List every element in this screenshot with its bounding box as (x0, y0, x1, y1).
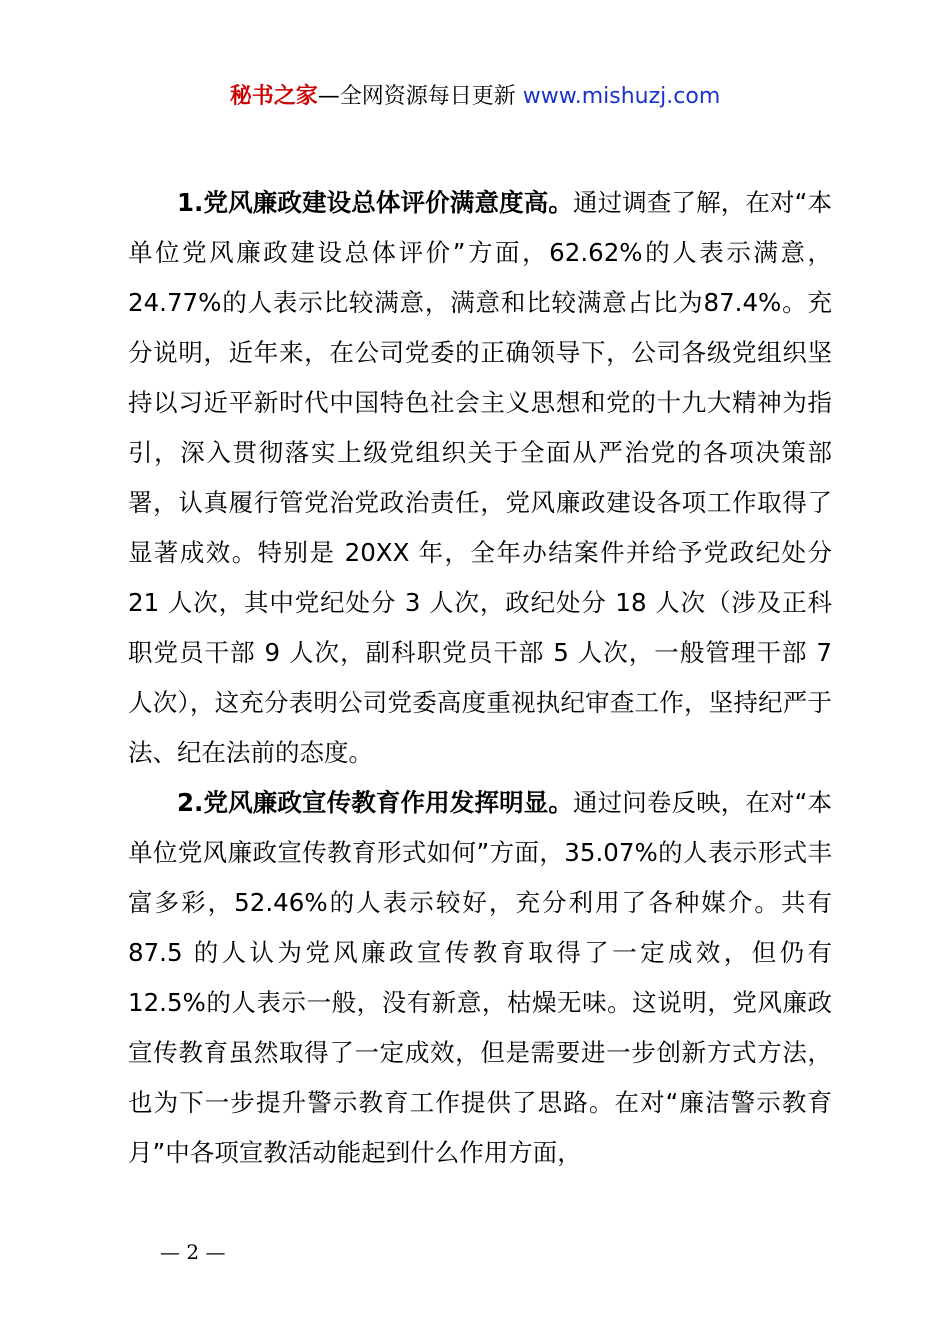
header-tagline: —全网资源每日更新 (317, 84, 523, 109)
paragraph-2-heading: 2.党风廉政宣传教育作用发挥明显。 (177, 788, 573, 817)
paragraph-1-heading: 1.党风廉政建设总体评价满意度高。 (177, 188, 573, 217)
paragraph-2-text: 通过问卷反映，在对“本单位党风廉政宣传教育形式如何”方面，35.07%的人表示形式丰富多彩，52.46%的人表示较好，充分利用了各种媒介。共有 87.5 的人认为党风廉政宣传教育取得了一定成效，但仍有 12.5%的人表示一般，没有新意，枯燥无味。这说明，党风廉政宣传教育虽然取得了一定成效，但是需要进一步创新方式方法，也为下一步提升警示教育工作提供了思路。在对“廉洁警示教育月”中各项宣教活动能起到什么作用方面， (128, 788, 832, 1167)
paragraph-2 (128, 778, 832, 1178)
paragraph-1-text: 通过调查了解，在对“本单位党风廉政建设总体评价”方面，62.62%的人表示满意，24.77%的人表示比较满意，满意和比较满意占比为87.4%。充分说明，近年来，在公司党委的正确领导下，公司各级党组织坚持以习近平新时代中国特色社会主义思想和党的十九大精神为指引，深入贯彻落实上级党组织关于全面从严治党的各项决策部署，认真履行管党治党政治责任，党风廉政建设各项工作取得了显著成效。特别是 20XX 年，全年办结案件并给予党政纪处分 21 人次，其中党纪处分 3 人次，政纪处分 18 人次（涉及正科职党员干部 9 人次，副科职党员干部 5 人次，一般管理干部 7 人次），这充分表明公司党委高度重视执纪审查工作，坚持纪严于法、纪在法前的态度。 (128, 188, 832, 767)
brand-name: 秘书之家 (229, 84, 318, 109)
page-number: — 2 — (160, 1240, 226, 1264)
paragraph-1 (128, 178, 832, 778)
header-url-link[interactable]: www.mishuzj.com (522, 84, 721, 109)
site-header (0, 80, 950, 114)
document-body (128, 178, 832, 1178)
